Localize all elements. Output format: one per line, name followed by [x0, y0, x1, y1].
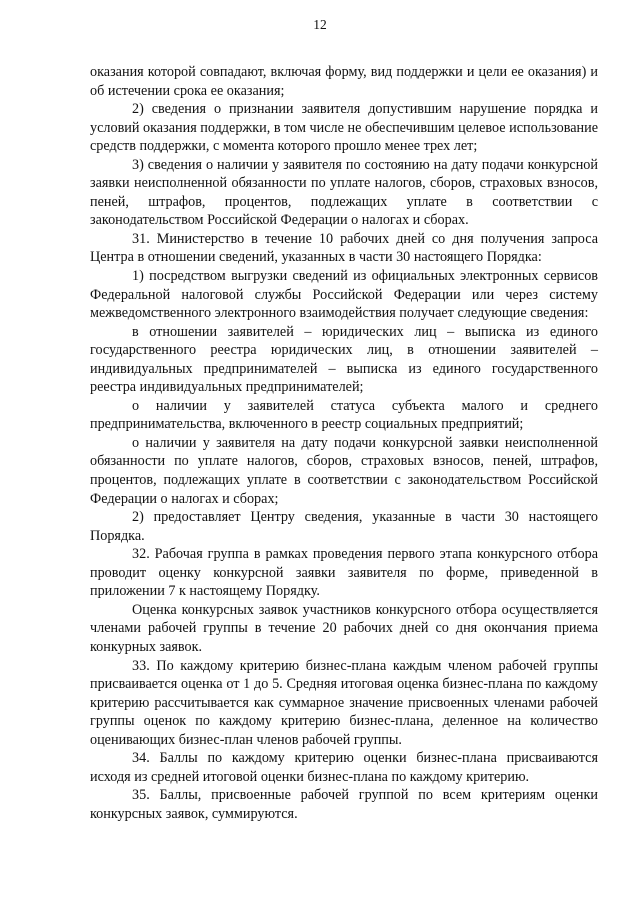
paragraph-clause-34: 34. Баллы по каждому критерию оценки бизнес-плана присваиваются исходя из средней итоговой оценки бизнес-плана по каждому критерию.	[90, 750, 598, 785]
paragraph-clause-31-item-2: 2) предоставляет Центру сведения, указанные в части 30 настоящего Порядка.	[90, 509, 598, 544]
paragraph-clause-31: 31. Министерство в течение 10 рабочих дней со дня получения запроса Центра в отношении сведений, указанных в части 30 настоящего Порядка:	[90, 230, 598, 266]
paragraph-clause-33: 33. По каждому критерию бизнес-плана каждым членом рабочей группы присваивается оценка от 1 до 5. Средняя итоговая оценка бизнес-плана по каждому критерию рассчитывается как суммарное значение присвоенных членами рабочей группы оценок по каждому критерию бизнес-плана, деленное на количество оценивающих бизнес-план членов рабочей группы.	[90, 657, 598, 748]
paragraph-clause-31-item-1: 1) посредством выгрузки сведений из официальных электронных сервисов Федеральной налоговой службы Российской Федерации или через систему межведомственного электронного взаимодействия получает следующие сведения:	[90, 268, 598, 322]
paragraph-registry-extracts: в отношении заявителей – юридических лиц – выписка из единого государственного реестра юридических лиц, в отношении заявителей – индивидуальных предпринимателей – выписка из единого государственного реестра индивидуальных предпринимателей;	[90, 323, 598, 396]
paragraph-evaluation-period: Оценка конкурсных заявок участников конкурсного отбора осуществляется членами рабочей группы в течение 20 рабочих дней со дня окончания приема конкурных заявок.	[90, 601, 598, 655]
page-number: 12	[313, 17, 327, 32]
paragraph-clause-35: 35. Баллы, присвоенные рабочей группой по всем критериям оценки конкурсных заявок, суммируются.	[90, 787, 598, 822]
paragraph-sme-status: о наличии у заявителей статуса субъекта малого и среднего предпринимательства, включенного в реестр социальных предприятий;	[90, 397, 598, 433]
paragraph-tax-obligation: о наличии у заявителя на дату подачи конкурсной заявки неисполненной обязанности по уплате налогов, сборов, страховых взносов, пеней, штрафов, процентов, подлежащих уплате в соответствии с законодательством Российской Федерации о налогах и сборах;	[90, 434, 598, 507]
document-body	[90, 63, 598, 823]
paragraph-continuation: оказания которой совпадают, включая форму, вид поддержки и цели ее оказания) и об истечении срока ее оказания;	[90, 64, 598, 99]
paragraph-item-2-violation: 2) сведения о признании заявителя допустившим нарушение порядка и условий оказания поддержки, в том числе не обеспечившим целевое использование средств поддержки, с момента которого прошло менее трех лет;	[90, 101, 598, 155]
paragraph-item-3-tax-debt: 3) сведения о наличии у заявителя по состоянию на дату подачи конкурсной заявки неисполненной обязанности по уплате налогов, сборов, страховых взносов, пеней, штрафов, процентов, подлежащих уплате в соответствии с законодательством Российской Федерации о налогах и сборах.	[90, 156, 598, 229]
paragraph-clause-32: 32. Рабочая группа в рамках проведения первого этапа конкурсного отбора проводит оценку конкурсной заявки заявителя по форме, приведенной в приложении 7 к настоящему Порядку.	[90, 546, 598, 600]
